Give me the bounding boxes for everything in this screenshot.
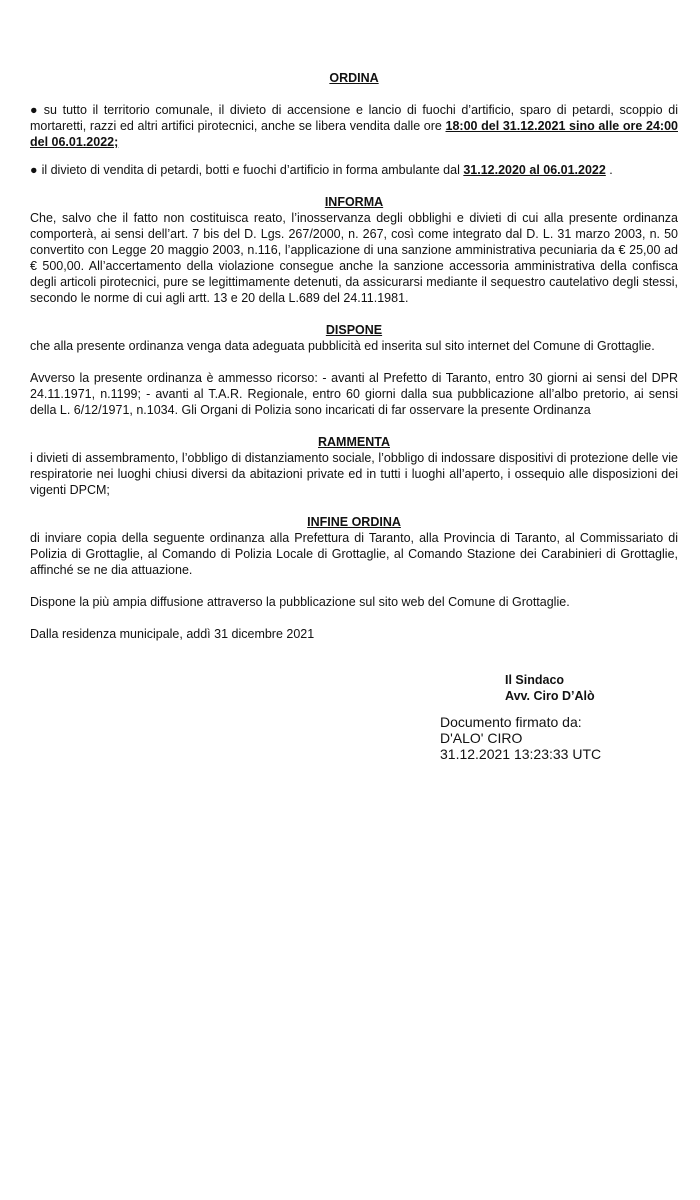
ordina-item-1: [30, 102, 678, 150]
diffusione-text: Dispone la più ampia diffusione attraverso la pubblicazione sul sito web del Comune di Grottaglie.: [30, 595, 570, 609]
infine-ordina-text: di inviare copia della seguente ordinanza alla Prefettura di Taranto, alla Provincia di Taranto, al Commissariato di Polizia di Grottaglie, al Comando di Polizia Locale di Grottaglie, al Comando Stazione dei Carabinieri di Grottaglie, affinché se ne dia attuazione.: [30, 531, 678, 577]
bullet-icon: ●: [30, 103, 40, 117]
dispone-text: che alla presente ordinanza venga data adeguata pubblicità ed inserita sul sito internet del Comune di Grottaglie.: [30, 339, 655, 353]
ordina-item-2: [30, 162, 678, 178]
signature-section: [30, 672, 678, 792]
luogo-data-text: Dalla residenza municipale, addì 31 dicembre 2021: [30, 627, 315, 641]
heading-ordina: ORDINA: [329, 71, 379, 85]
ordina-item-1-text: su tutto il territorio comunale, il divieto di accensione e lancio di fuochi d’artificio, sparo di petardi, scoppio di mortaretti, razzi ed altri artifici pirotecnici, anche se libera vendita dalle ore: [30, 103, 678, 133]
ordina-item-1-dates: 18:00 del 31.12.2021 sino alle ore 24:00 del 06.01.2022;: [30, 119, 678, 149]
bullet-icon: ●: [30, 163, 38, 177]
digital-signature-timestamp: 31.12.2021 13:23:33 UTC: [440, 746, 602, 762]
ricorso-text: Avverso la presente ordinanza è ammesso ricorso: - avanti al Prefetto di Taranto, entro 30 giorni ai sensi del DPR 24.11.1971, n.1199; - avanti al T.A.R. Regionale, entro 60 giorni dalla sua pubblicazione all’albo pretorio, ai sensi della L. 6/12/1971, n.1034. Gli Organi di Polizia sono incaricati di far osservare la presente Ordinanza: [30, 371, 678, 417]
ordina-item-2-end: .: [605, 163, 613, 177]
informa-text: Che, salvo che il fatto non costituisca reato, l’inosservanza degli obblighi e divieti di cui alla presente ordinanza comporterà, ai sensi dell’art. 7 bis del D. Lgs. 267/2000, n. 267, così come integrato dal D. L. 31 marzo 2003, n. 50 convertito con Legge 20 maggio 2003, n.116, l’applicazione di una sanzione amministrativa pecuniaria da € 25,00 ad € 500,00. All’accertamento della violazione consegue anche la sanzione accessoria amministrativa della confisca degli articoli pirotecnici, pure se legittimamente detenuti, da assicurarsi mediante il sequestro cautelativo degli stessi, secondo le norme di cui agli artt. 13 e 20 della L.689 del 24.11.1981.: [30, 211, 678, 305]
heading-informa: INFORMA: [324, 195, 384, 209]
rammenta-text: i divieti di assembramento, l’obbligo di distanziamento sociale, l’obbligo di indossare dispositivi di protezione delle vie respiratorie nei luoghi chiusi diversi da abitazioni private ed in tutti i luoghi all’aperto, i ossequio alle disposizioni dei vigenti DPCM;: [30, 451, 678, 497]
ordina-item-2-text: il divieto di vendita di petardi, botti e fuochi d’artificio in forma ambulante dal: [41, 163, 464, 177]
heading-rammenta: RAMMENTA: [318, 435, 390, 449]
heading-dispone: DISPONE: [325, 323, 383, 337]
signature-role: Il Sindaco: [505, 673, 565, 687]
signature-name: Avv. Ciro D’Alò: [505, 689, 595, 703]
mayor-signature: [505, 672, 595, 704]
digital-signature-signer: D'ALO' CIRO: [440, 730, 523, 746]
heading-infine-ordina: INFINE ORDINA: [307, 515, 401, 529]
digital-signature-label: Documento firmato da:: [440, 714, 582, 730]
digital-signature-block: [440, 714, 601, 762]
ordina-item-2-dates: 31.12.2020 al 06.01.2022: [463, 163, 606, 177]
